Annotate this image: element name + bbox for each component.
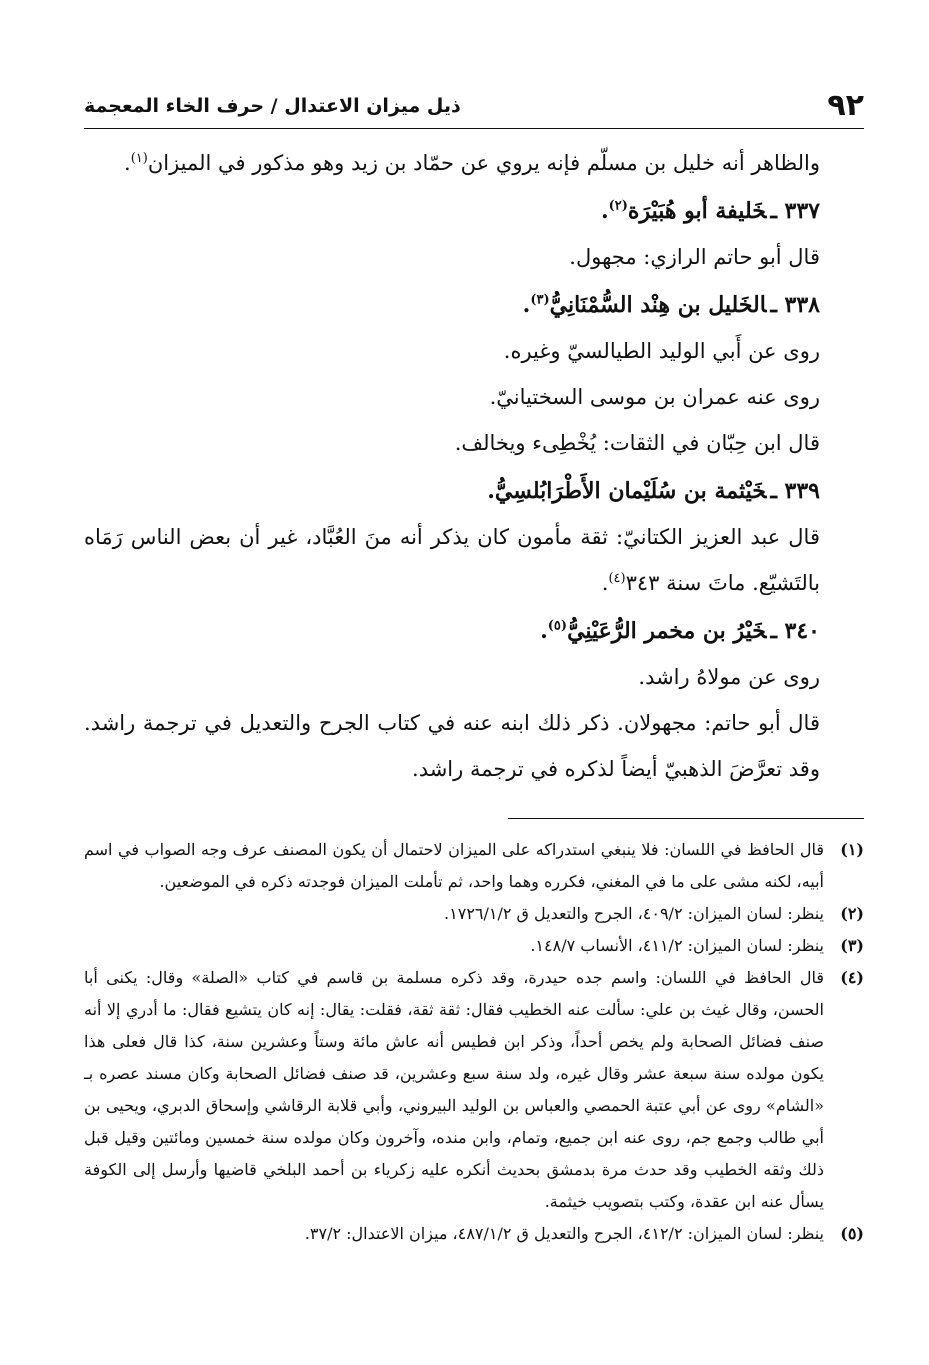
entry-line: روى عنه عمران بن موسى السختيانيّ. (489, 385, 820, 409)
entry-line: روى عن أَبي الوليد الطيالسيّ وغيره. (503, 339, 820, 363)
footnote-text: قال الحافظ في اللسان: واسم جده حيدرة، وقد ذكره مسلمة بن قاسم في كتاب «الصلة» وقال: يكنى أبا الحسن، وقال غيث بن علي: سألت عنه الخطيب فقال: ثقة ثقة، فقلت: يقال: إنه كان يتشيع فقال: ما أدري إلا أنه صنف فضائل الصحابة ولم يخص أحداً، وذكر ابن فطيس أنه عاش مائة وستاً وعشرين سنة، كذا قال فعلى هذا يكون مولده سنة سبعة عشر وقال غيره، ولد سنة سبع وعشرين، قد صنف فضائل الصحابة وكان مسند عصره بـ «الشام» روى عن أبي عتبة الحمصي والعباس بن الوليد البيروني، وأبي قلابة الرقاشي وإسحاق الدبري، ويحيى بن أبي طالب وجمع جم، روى عنه ابن جميع، وتمام، وابن منده، وآخرون وكان مولده سنة خمسين ومائتين وقيل قبل ذلك وثقه الخطيب وقد حدث مرة بدمشق بحديث أنكره عليه زكرياء بن أحمد البلخي قاضيها وأرسل إلى الكوفة يسأل عنه ابن عقدة، وكتب بتصويب خيثمة. (84, 968, 825, 1211)
running-title: ذيل ميزان الاعتدال / حرف الخاء المعجمة (84, 95, 461, 117)
entry-heading-337: ٣٣٧ ـخَليفة أبو هُبَيْرَة$^{(٢)}$. (600, 198, 820, 224)
entry-heading-340: ٣٤٠ ـخَيْرُ بن مخمر الرُّعَيْنِيُّ$^{(٥)}$. (540, 618, 820, 644)
footnote-number: (٥) (840, 1224, 864, 1243)
footnote-number: (٢) (840, 904, 864, 923)
footnote-number: (٤) (840, 968, 864, 987)
footnote-text: قال الحافظ في اللسان: فلا ينبغي استدراكه على الميزان لاحتمال أن يكون المصنف عرف وجه الصواب في اسم أبيه، لكنه مشى على ما في المغني، فكرره وهما واحد، ثم تأملت الميزان فوجدته ذكره في الموضعين. (84, 840, 824, 891)
footnote-text: ينظر: لسان الميزان: ٤٠٩/٢، الجرح والتعديل ق ١٧٢٦/١/٢. (444, 904, 824, 923)
footnote (84, 930, 864, 962)
entry-paragraph: قال أبو حاتم: مجهولان. ذكر ذلك ابنه عنه في كتاب الجرح والتعديل في ترجمة راشد. وقد تعرَّضَ الذهبيّ أيضاً لذكره في ترجمة راشد. (84, 711, 820, 781)
footnote-separator (508, 818, 864, 819)
page-header (84, 88, 864, 129)
entry-line: قال أبو حاتم الرازي: مجهول. (569, 245, 820, 269)
footnote (84, 898, 864, 930)
intro-paragraph: والظاهر أنه خليل بن مسلّم فإنه يروي عن حمّاد بن زيد وهو مذكور في الميزان$^{(١)}$. (124, 151, 820, 175)
footnote (84, 962, 864, 1218)
footnote-ref: (١) (130, 151, 148, 166)
entry-heading-338: ٣٣٨ ـالخَليل بن هِنْد السُّمْنَانِيُّ$^{(٣)}$. (522, 292, 820, 318)
page-number: ٩٢ (827, 88, 864, 123)
entry-heading-339: ٣٣٩ ـخَيْثمة بن سُلَيْمان الأَطْرَابُلسِيُّ. (487, 478, 820, 504)
entry-paragraph: قال عبد العزيز الكتانيّ: ثقة مأمون كان يذكر أنه منَ العُبَّاد، غير أن بعض الناس رَمَاه بالتَشيّع. ماتَ سنة ٣٤٣$^{(٤)}$. (84, 525, 820, 595)
main-text (84, 140, 864, 792)
entry-line: روى عن مولاهُ راشد. (638, 665, 820, 689)
footnote-text: ينظر: لسان الميزان: ٤١١/٢، الأنساب ١٤٨/٧. (530, 936, 824, 955)
footnotes (84, 834, 864, 1250)
footnote-ref: (٢) (608, 198, 628, 214)
footnote-ref: (٤) (608, 571, 626, 586)
footnote-number: (١) (840, 840, 864, 859)
footnote-ref: (٣) (530, 292, 550, 308)
footnote (84, 834, 864, 898)
footnote (84, 1218, 864, 1250)
footnote-number: (٣) (840, 936, 864, 955)
footnote-text: ينظر: لسان الميزان: ٤١٢/٢، الجرح والتعديل ق ٤٨٧/١/٢، ميزان الاعتدال: ٣٧/٢. (304, 1224, 824, 1243)
footnote-ref: (٥) (547, 618, 568, 634)
entry-line: قال ابن حِبّان في الثقات: يُخْطِىء ويخالف. (454, 431, 820, 455)
